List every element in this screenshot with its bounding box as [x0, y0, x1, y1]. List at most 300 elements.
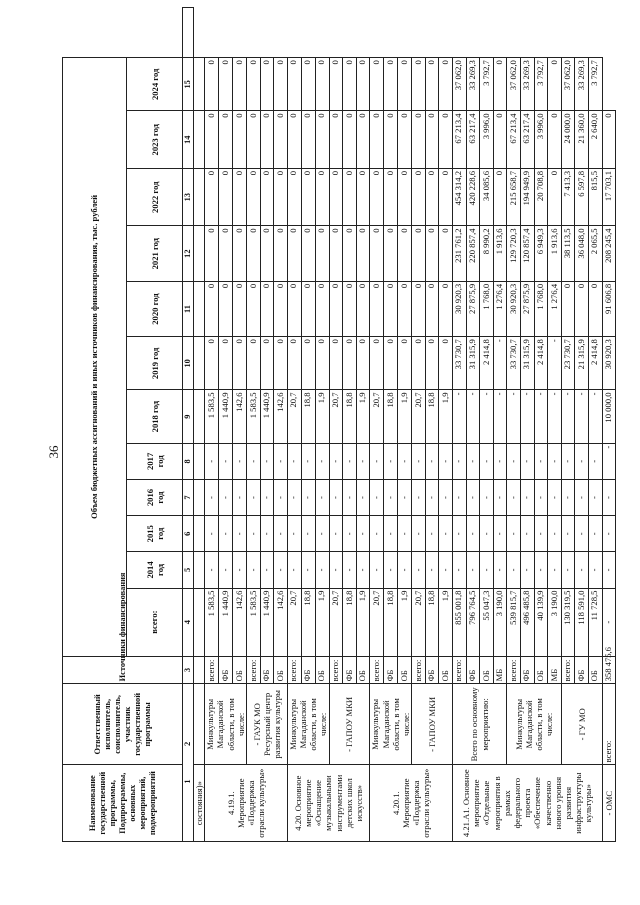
year-value-cell: 220 857,4: [466, 226, 480, 281]
year-value-cell: -: [315, 552, 329, 588]
column-number-row: [183, 8, 194, 842]
year-value-cell: 0: [370, 281, 384, 336]
year-value-cell: 18,8: [343, 390, 357, 443]
year-value-cell: 1 583,5: [247, 390, 261, 443]
total-value-cell: 18,8: [301, 588, 315, 656]
year-value-cell: 0: [548, 168, 562, 226]
year-value-cell: -: [343, 443, 357, 479]
year-value-cell: -: [439, 443, 453, 479]
year-value-cell: -: [343, 552, 357, 588]
year-value-cell: 0: [287, 58, 301, 111]
year-value-cell: -: [274, 552, 288, 588]
year-value-cell: -: [329, 516, 343, 552]
source-cell: ФБ: [575, 656, 589, 684]
year-value-cell: 0: [370, 337, 384, 390]
year-value-cell: -: [247, 516, 261, 552]
year-value-cell: 0: [561, 281, 575, 336]
year-value-cell: 0: [205, 168, 219, 226]
year-value-cell: 3 792,7: [480, 58, 494, 111]
source-cell: всего:: [370, 656, 384, 684]
year-value-cell: -: [466, 552, 480, 588]
year-value-cell: 91 606,8: [602, 281, 616, 336]
year-value-cell: 1,9: [356, 390, 370, 443]
year-value-cell: 0: [274, 168, 288, 226]
year-value-cell: -: [520, 443, 534, 479]
source-cell: всего:: [602, 684, 616, 765]
year-value-cell: -: [561, 552, 575, 588]
year-value-cell: 0: [329, 337, 343, 390]
total-value-cell: 118 591,0: [575, 588, 589, 656]
source-cell: ОБ: [588, 656, 602, 684]
year-value-cell: -: [329, 479, 343, 515]
year-value-cell: 0: [575, 281, 589, 336]
year-value-cell: -: [274, 479, 288, 515]
year-value-cell: 0: [425, 111, 439, 169]
year-value-cell: 0: [315, 281, 329, 336]
year-value-cell: -: [425, 443, 439, 479]
column-number: 7: [183, 479, 194, 515]
year-value-cell: 33 269,3: [466, 58, 480, 111]
year-value-cell: [194, 226, 205, 281]
year-value-cell: -: [219, 443, 233, 479]
year-value-cell: 30 920,3: [507, 281, 521, 336]
responsible-cell: - ГАУК МО Ресурсный центр развития культуры: [247, 684, 288, 765]
year-value-cell: 0: [247, 168, 261, 226]
year-value-cell: 2 065,5: [588, 226, 602, 281]
year-value-cell: -: [412, 552, 426, 588]
year-value-cell: -: [520, 479, 534, 515]
header-year: 2017 год: [127, 443, 183, 479]
year-value-cell: -: [205, 516, 219, 552]
funding-table: [62, 7, 616, 842]
year-value-cell: 0: [602, 111, 616, 169]
year-value-cell: 3 996,0: [480, 111, 494, 169]
year-value-cell: 27 875,9: [466, 281, 480, 336]
column-number: 13: [183, 168, 194, 226]
year-value-cell: 20,7: [287, 390, 301, 443]
year-value-cell: 0: [398, 226, 412, 281]
year-value-cell: [194, 281, 205, 336]
year-value-cell: -: [356, 479, 370, 515]
year-value-cell: 2 640,0: [588, 111, 602, 169]
rotated-table-wrapper: [62, 7, 622, 842]
year-value-cell: 24 000,0: [561, 111, 575, 169]
column-number: 9: [183, 390, 194, 443]
year-value-cell: -: [370, 516, 384, 552]
year-value-cell: -: [602, 443, 616, 479]
year-value-cell: 0: [274, 111, 288, 169]
year-value-cell: -: [356, 516, 370, 552]
responsible-cell: [194, 684, 205, 765]
year-value-cell: 0: [370, 111, 384, 169]
source-cell: всего:: [561, 656, 575, 684]
year-value-cell: -: [493, 337, 507, 390]
year-value-cell: -: [287, 552, 301, 588]
year-value-cell: 0: [247, 337, 261, 390]
year-value-cell: 0: [219, 168, 233, 226]
source-cell: всего:: [287, 656, 301, 684]
year-value-cell: -: [274, 516, 288, 552]
total-value-cell: 40 139,9: [534, 588, 548, 656]
year-value-cell: 0: [412, 58, 426, 111]
year-value-cell: -: [480, 552, 494, 588]
year-value-cell: -: [507, 516, 521, 552]
year-value-cell: 0: [425, 337, 439, 390]
year-value-cell: 0: [384, 168, 398, 226]
year-value-cell: 0: [425, 226, 439, 281]
year-value-cell: 1 768,0: [480, 281, 494, 336]
year-value-cell: 2 414,8: [480, 337, 494, 390]
year-value-cell: 0: [274, 226, 288, 281]
total-value-cell: 11 728,5: [588, 588, 602, 656]
year-value-cell: -: [287, 443, 301, 479]
year-value-cell: 0: [439, 281, 453, 336]
year-value-cell: 0: [384, 281, 398, 336]
table-row: [287, 8, 301, 842]
year-value-cell: 0: [384, 226, 398, 281]
year-value-cell: 0: [219, 226, 233, 281]
total-value-cell: 1,9: [315, 588, 329, 656]
year-value-cell: 0: [412, 168, 426, 226]
year-value-cell: 0: [356, 58, 370, 111]
year-value-cell: 0: [343, 337, 357, 390]
year-value-cell: 31 315,9: [466, 337, 480, 390]
year-value-cell: 0: [398, 337, 412, 390]
year-value-cell: -: [384, 516, 398, 552]
year-value-cell: 0: [301, 281, 315, 336]
year-value-cell: 2 414,8: [588, 337, 602, 390]
year-value-cell: -: [548, 390, 562, 443]
year-value-cell: 0: [260, 111, 274, 169]
year-value-cell: -: [548, 479, 562, 515]
year-value-cell: -: [233, 443, 247, 479]
year-value-cell: 18,8: [301, 390, 315, 443]
year-value-cell: -: [534, 552, 548, 588]
year-value-cell: 0: [274, 281, 288, 336]
source-cell: всего:: [412, 656, 426, 684]
year-value-cell: -: [602, 479, 616, 515]
year-value-cell: -: [301, 552, 315, 588]
year-value-cell: 0: [398, 281, 412, 336]
year-value-cell: 6 949,3: [534, 226, 548, 281]
table-row: [247, 8, 261, 842]
year-value-cell: 0: [287, 337, 301, 390]
year-value-cell: 0: [439, 111, 453, 169]
year-value-cell: 0: [315, 337, 329, 390]
source-cell: всего:: [205, 656, 219, 684]
year-value-cell: 454 314,2: [452, 168, 466, 226]
year-value-cell: -: [260, 443, 274, 479]
year-value-cell: 0: [439, 58, 453, 111]
year-value-cell: -: [233, 516, 247, 552]
year-value-cell: -: [507, 443, 521, 479]
year-value-cell: 30 920,3: [452, 281, 466, 336]
year-value-cell: 36 048,0: [575, 226, 589, 281]
year-value-cell: 0: [219, 58, 233, 111]
source-cell: ФБ: [425, 656, 439, 684]
year-value-cell: 0: [219, 281, 233, 336]
year-value-cell: -: [398, 479, 412, 515]
year-value-cell: 0: [329, 281, 343, 336]
year-value-cell: 20,7: [329, 390, 343, 443]
year-value-cell: 0: [247, 226, 261, 281]
table-row: [205, 8, 219, 842]
year-value-cell: 1 583,5: [205, 390, 219, 443]
year-value-cell: 0: [329, 168, 343, 226]
column-number: 15: [183, 58, 194, 111]
year-value-cell: 0: [260, 337, 274, 390]
year-value-cell: 20,7: [370, 390, 384, 443]
year-value-cell: -: [561, 443, 575, 479]
source-cell: [194, 656, 205, 684]
column-number: 12: [183, 226, 194, 281]
year-value-cell: -: [507, 552, 521, 588]
total-value-cell: 796 764,5: [466, 588, 480, 656]
year-value-cell: 0: [343, 226, 357, 281]
year-value-cell: -: [205, 552, 219, 588]
year-value-cell: 37 062,0: [561, 58, 575, 111]
year-value-cell: 142,6: [274, 390, 288, 443]
year-value-cell: -: [384, 443, 398, 479]
column-number: 14: [183, 111, 194, 169]
year-value-cell: 1 276,4: [548, 281, 562, 336]
year-value-cell: -: [247, 479, 261, 515]
source-cell: ОБ: [274, 656, 288, 684]
total-value-cell: 20,7: [287, 588, 301, 656]
year-value-cell: 120 857,4: [520, 226, 534, 281]
year-value-cell: 0: [439, 226, 453, 281]
header-year: 2014 год: [127, 552, 183, 588]
year-value-cell: -: [575, 552, 589, 588]
year-value-cell: 1 276,4: [493, 281, 507, 336]
year-value-cell: 0: [315, 111, 329, 169]
total-value-cell: 1,9: [439, 588, 453, 656]
year-value-cell: 21 360,0: [575, 111, 589, 169]
year-value-cell: -: [412, 443, 426, 479]
year-value-cell: 1 440,9: [219, 390, 233, 443]
year-value-cell: -: [233, 552, 247, 588]
year-value-cell: 2 414,8: [534, 337, 548, 390]
year-value-cell: 33 730,7: [452, 337, 466, 390]
header-year: 2016 год: [127, 479, 183, 515]
header-year: 2021 год: [127, 226, 183, 281]
source-cell: ФБ: [520, 656, 534, 684]
year-value-cell: 18,8: [425, 390, 439, 443]
year-value-cell: -: [548, 552, 562, 588]
year-value-cell: -: [466, 443, 480, 479]
total-value-cell: 1,9: [356, 588, 370, 656]
year-value-cell: 1,9: [315, 390, 329, 443]
total-value-cell: [194, 588, 205, 656]
source-cell: ФБ: [466, 656, 480, 684]
source-cell: ОБ: [439, 656, 453, 684]
header-source: Источники финансирования: [63, 656, 183, 684]
source-cell: всего:: [329, 656, 343, 684]
responsible-cell: - ГАПОУ МКИ: [412, 684, 453, 765]
total-value-cell: 3 190,0: [548, 588, 562, 656]
total-value-cell: 142,6: [233, 588, 247, 656]
year-value-cell: 8 990,2: [480, 226, 494, 281]
year-value-cell: 0: [260, 168, 274, 226]
responsible-cell: - ГУ МО: [561, 684, 602, 765]
year-value-cell: -: [588, 479, 602, 515]
year-value-cell: 0: [425, 58, 439, 111]
year-value-cell: -: [425, 479, 439, 515]
year-value-cell: -: [480, 516, 494, 552]
year-value-cell: -: [602, 516, 616, 552]
year-value-cell: 0: [439, 337, 453, 390]
year-value-cell: 1,9: [398, 390, 412, 443]
year-value-cell: 3 792,7: [534, 58, 548, 111]
year-value-cell: -: [274, 443, 288, 479]
year-value-cell: 1,9: [439, 390, 453, 443]
total-value-cell: 1 440,9: [219, 588, 233, 656]
year-value-cell: 0: [398, 111, 412, 169]
year-value-cell: 0: [233, 58, 247, 111]
year-value-cell: 0: [315, 226, 329, 281]
year-value-cell: 63 217,4: [466, 111, 480, 169]
year-value-cell: -: [588, 390, 602, 443]
year-value-cell: 815,5: [588, 168, 602, 226]
year-value-cell: [194, 390, 205, 443]
year-value-cell: -: [602, 588, 616, 656]
year-value-cell: 31 315,9: [520, 337, 534, 390]
year-value-cell: 21 315,9: [575, 337, 589, 390]
year-value-cell: -: [398, 516, 412, 552]
year-value-cell: 0: [343, 58, 357, 111]
year-value-cell: 27 875,9: [520, 281, 534, 336]
year-value-cell: [194, 516, 205, 552]
year-value-cell: 0: [301, 111, 315, 169]
year-value-cell: -: [548, 516, 562, 552]
year-value-cell: 3 996,0: [534, 111, 548, 169]
source-cell: ОБ: [356, 656, 370, 684]
header-name: Наименование государственной программы, Подпрограммы, основных мероприятий, подмероприятий: [63, 765, 183, 842]
year-value-cell: 30 920,3: [602, 337, 616, 390]
year-value-cell: -: [520, 552, 534, 588]
page-number: 36: [46, 445, 61, 459]
year-value-cell: -: [287, 516, 301, 552]
total-value-cell: 18,8: [425, 588, 439, 656]
year-value-cell: [194, 337, 205, 390]
year-value-cell: -: [398, 443, 412, 479]
year-value-cell: [194, 443, 205, 479]
table-row: [561, 8, 575, 842]
year-value-cell: 0: [356, 111, 370, 169]
year-value-cell: -: [561, 516, 575, 552]
year-value-cell: 0: [205, 281, 219, 336]
source-cell: всего:: [452, 656, 466, 684]
source-cell: ОБ: [233, 656, 247, 684]
total-value-cell: 20,7: [370, 588, 384, 656]
total-value-cell: 496 485,8: [520, 588, 534, 656]
year-value-cell: 194 949,9: [520, 168, 534, 226]
year-value-cell: 6 597,8: [575, 168, 589, 226]
year-value-cell: -: [343, 516, 357, 552]
header-row-1: [63, 8, 127, 842]
column-number: 6: [183, 516, 194, 552]
year-value-cell: 0: [384, 58, 398, 111]
year-value-cell: -: [370, 552, 384, 588]
header-year: 2023 год: [127, 111, 183, 169]
table-row: [452, 8, 466, 842]
year-value-cell: 0: [301, 226, 315, 281]
year-value-cell: 0: [370, 168, 384, 226]
year-value-cell: 37 062,0: [452, 58, 466, 111]
year-value-cell: 0: [412, 337, 426, 390]
source-cell: всего:: [247, 656, 261, 684]
year-value-cell: 0: [233, 111, 247, 169]
year-value-cell: -: [384, 552, 398, 588]
year-value-cell: -: [561, 479, 575, 515]
year-value-cell: 23 730,7: [561, 337, 575, 390]
responsible-cell: - ГАПОУ МКИ: [329, 684, 370, 765]
source-cell: ОБ: [534, 656, 548, 684]
year-value-cell: 37 062,0: [507, 58, 521, 111]
year-value-cell: 0: [315, 58, 329, 111]
year-value-cell: -: [301, 516, 315, 552]
year-value-cell: 0: [356, 226, 370, 281]
header-year: 2024 год: [127, 58, 183, 111]
header-funding-group: Объем бюджетных ассигнований и иных источников финансирования, тыс. рублей: [63, 58, 127, 657]
year-value-cell: -: [356, 443, 370, 479]
year-value-cell: -: [356, 552, 370, 588]
year-value-cell: -: [507, 390, 521, 443]
measure-name-cell: 4.20.1. Мероприятие «Поддержка отрасли культуры»: [370, 765, 453, 842]
year-value-cell: -: [219, 479, 233, 515]
year-value-cell: -: [493, 552, 507, 588]
year-value-cell: -: [480, 479, 494, 515]
year-value-cell: 38 113,5: [561, 226, 575, 281]
year-value-cell: 0: [370, 58, 384, 111]
year-value-cell: 0: [384, 111, 398, 169]
total-value-cell: 3 190,0: [493, 588, 507, 656]
year-value-cell: -: [384, 479, 398, 515]
table-row: [329, 8, 343, 842]
year-value-cell: -: [452, 516, 466, 552]
source-cell: ОБ: [480, 656, 494, 684]
responsible-cell: Минкультуры Магаданской области, в том числе:: [370, 684, 412, 765]
source-cell: МБ: [493, 656, 507, 684]
year-value-cell: -: [329, 443, 343, 479]
year-value-cell: 0: [219, 111, 233, 169]
year-value-cell: -: [425, 552, 439, 588]
year-value-cell: 0: [247, 281, 261, 336]
year-value-cell: -: [480, 443, 494, 479]
total-value-cell: 1,9: [398, 588, 412, 656]
year-value-cell: -: [561, 390, 575, 443]
year-value-cell: 18,8: [384, 390, 398, 443]
year-value-cell: 0: [398, 168, 412, 226]
year-value-cell: [194, 168, 205, 226]
year-value-cell: 0: [329, 58, 343, 111]
year-value-cell: -: [425, 516, 439, 552]
column-number: 8: [183, 443, 194, 479]
year-value-cell: -: [287, 479, 301, 515]
table-row: [370, 8, 384, 842]
year-value-cell: 0: [356, 281, 370, 336]
year-value-cell: 0: [301, 58, 315, 111]
year-value-cell: 215 658,7: [507, 168, 521, 226]
year-value-cell: 0: [287, 281, 301, 336]
measure-name-cell: 4.20. Основное мероприятие «Оснащение музыкальными инструментами детских школ искусств»: [287, 765, 370, 842]
total-value-cell: 20,7: [329, 588, 343, 656]
total-value-cell: 1 583,5: [247, 588, 261, 656]
year-value-cell: 420 228,6: [466, 168, 480, 226]
year-value-cell: -: [398, 552, 412, 588]
year-value-cell: 0: [329, 226, 343, 281]
year-value-cell: 0: [493, 168, 507, 226]
